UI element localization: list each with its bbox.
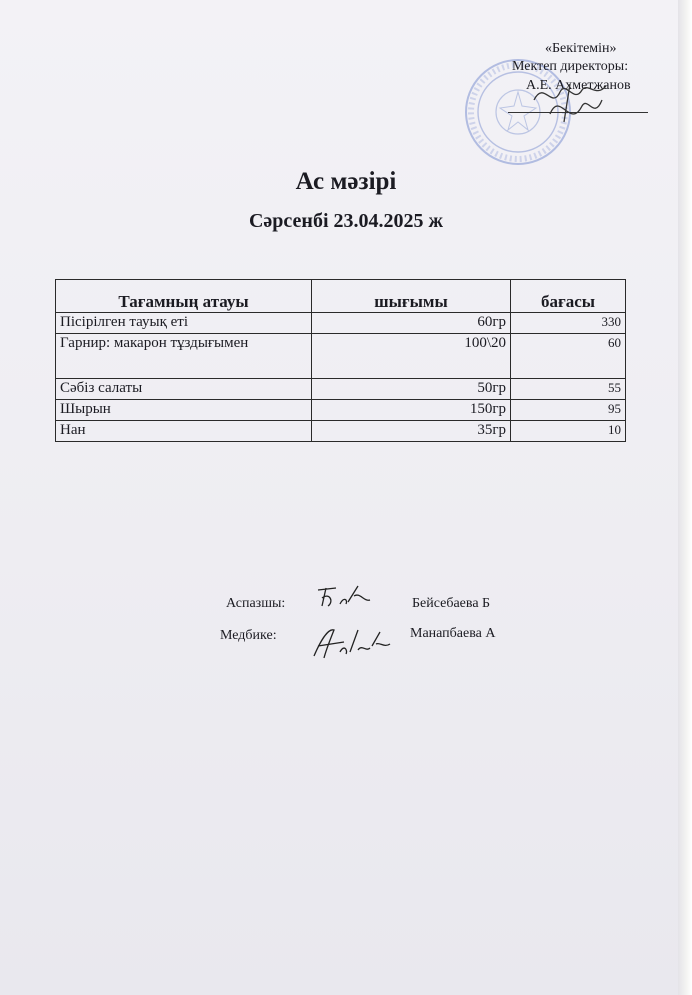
approval-director-name: А.Е. Ахметжанов bbox=[526, 78, 631, 93]
cook-label: Аспазшы: bbox=[226, 596, 286, 611]
page-title: Ас мәзірі bbox=[295, 168, 397, 195]
header-yield: шығымы bbox=[312, 280, 511, 313]
header-dish-name: Тағамның атауы bbox=[56, 280, 312, 313]
cell-yield: 100\20 bbox=[312, 334, 511, 379]
cell-dish-name: Сәбіз салаты bbox=[56, 379, 312, 400]
cell-dish-name: Шырын bbox=[56, 400, 312, 421]
cell-price: 10 bbox=[511, 421, 626, 442]
cook-name: Бейсебаева Б bbox=[412, 596, 491, 611]
approval-heading: «Бекітемін» bbox=[545, 41, 617, 56]
cell-yield: 60гр bbox=[312, 313, 511, 334]
nurse-name: Манапбаева А bbox=[410, 626, 496, 641]
cell-dish-name: Пісірілген тауық еті bbox=[56, 313, 312, 334]
cell-dish-name: Нан bbox=[56, 421, 312, 442]
nurse-signature bbox=[310, 622, 392, 662]
cook-signature bbox=[314, 582, 378, 612]
cell-yield: 35гр bbox=[312, 421, 511, 442]
approval-position: Мектеп директоры: bbox=[512, 59, 629, 74]
cell-price: 330 bbox=[511, 313, 626, 334]
cell-dish-name: Гарнир: макарон тұздығымен bbox=[56, 334, 312, 379]
page-subtitle: Сәрсенбі 23.04.2025 ж bbox=[248, 210, 444, 232]
cell-yield: 50гр bbox=[312, 379, 511, 400]
cell-yield: 150гр bbox=[312, 400, 511, 421]
nurse-label: Медбике: bbox=[220, 628, 277, 643]
cell-price: 60 bbox=[511, 334, 626, 379]
header-price: бағасы bbox=[511, 280, 626, 313]
cell-price: 95 bbox=[511, 400, 626, 421]
cell-price: 55 bbox=[511, 379, 626, 400]
